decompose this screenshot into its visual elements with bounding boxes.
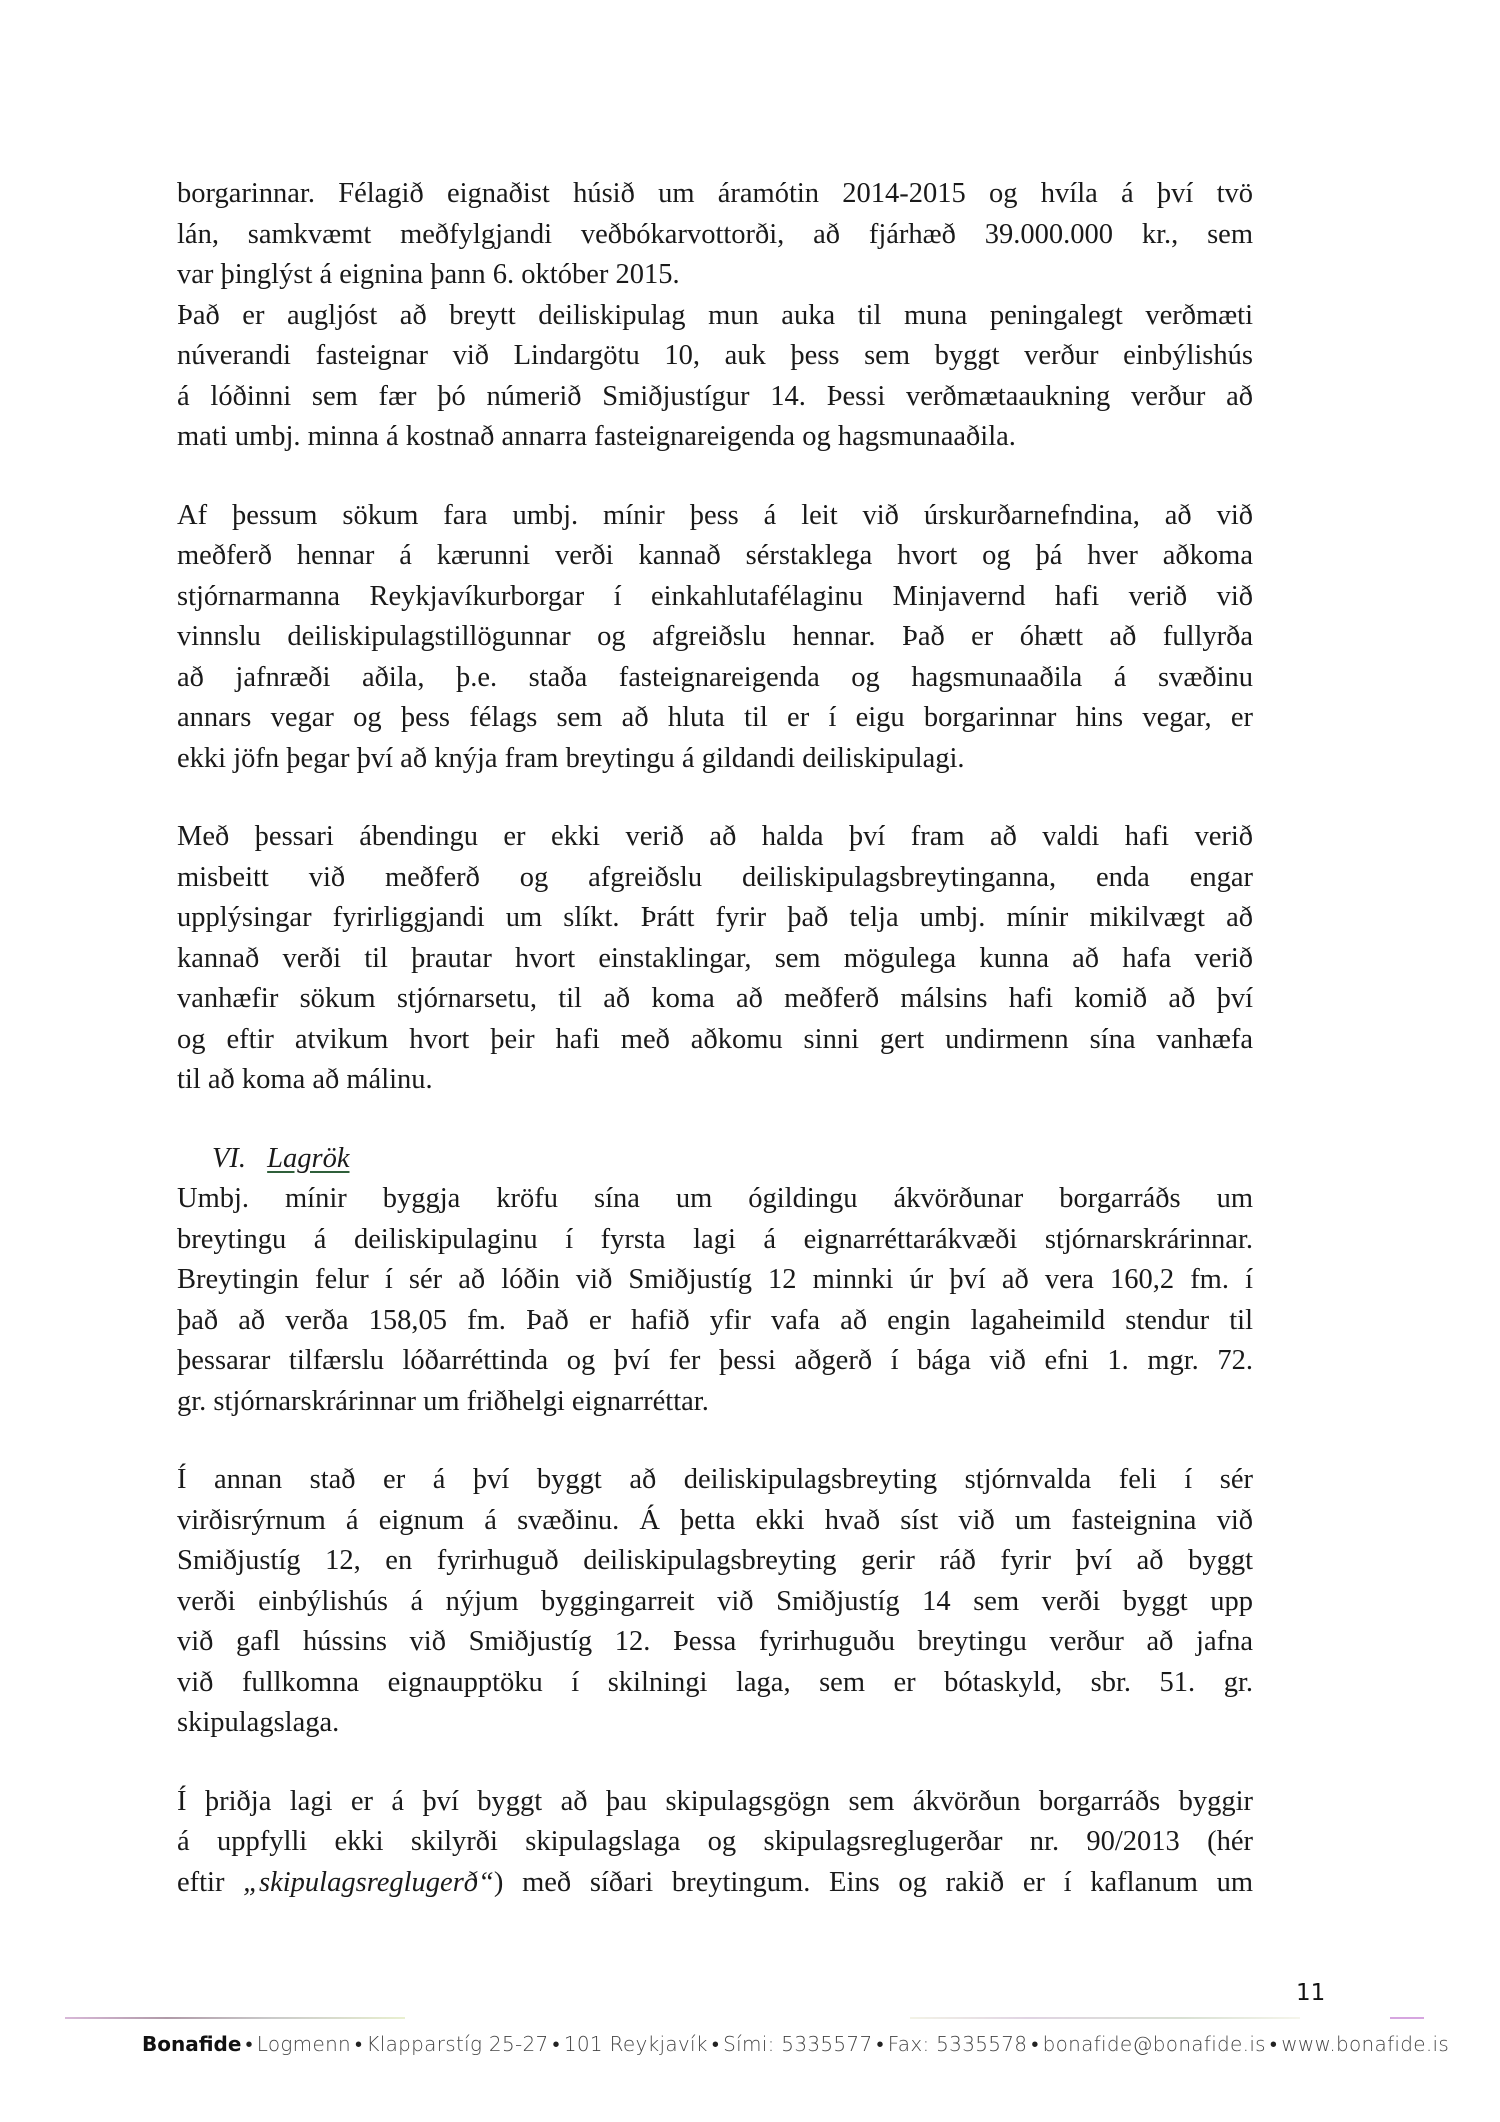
text-line: lán, samkvæmt meðfylgjandi veðbókarvottorði, að fjárhæð 39.000.000 kr., sem bbox=[177, 218, 1253, 250]
paragraph-no-abuse-claim bbox=[177, 817, 1253, 1101]
bullet-separator-icon: • bbox=[355, 2032, 363, 2056]
paragraph-property-rights bbox=[177, 1179, 1253, 1422]
text-line: verði einbýlishús á nýjum byggingarreit við Smiðjustíg 14 sem verði byggt upp bbox=[177, 1585, 1253, 1617]
paragraph-planning-documents bbox=[177, 1782, 1253, 1904]
bullet-separator-icon: • bbox=[1269, 2032, 1278, 2056]
footer-city: 101 Reykjavík bbox=[563, 2032, 708, 2056]
text-line: Með þessari ábendingu er ekki verið að halda því fram að valdi hafi verið bbox=[177, 821, 1253, 852]
text-line: við gafl hússins við Smiðjustíg 12. Þessa fyrirhuguðu breytingu verður að jafna bbox=[177, 1626, 1253, 1657]
text-line: að jafnræði aðila, þ.e. staða fasteignareigenda og hagsmunaaðila á svæðinu bbox=[177, 661, 1253, 693]
text-line: Smiðjustíg 12, en fyrirhuguð deiliskipulagsbreyting gerir ráð fyrir því að byggt bbox=[177, 1545, 1253, 1576]
text-line: Breytingin felur í sér að lóðin við Smiðjustíg 12 minnki úr því að vera 160,2 fm. í bbox=[177, 1264, 1253, 1295]
text-line: meðferð hennar á kærunni verði kannað sérstaklega hvort og þá hver aðkoma bbox=[177, 540, 1253, 571]
bullet-separator-icon: • bbox=[245, 2032, 253, 2056]
text-line bbox=[177, 1863, 1253, 1904]
text-line: og eftir atvikum hvort þeir hafi með aðkomu sinni gert undirmenn sína vanhæfa bbox=[177, 1023, 1253, 1055]
text-line: Það er augljóst að breytt deiliskipulag mun auka til muna peningalegt verðmæti bbox=[177, 299, 1253, 331]
paragraph-value-reduction bbox=[177, 1460, 1253, 1744]
text-fragment: ) með síðari breytingum. Eins og rakið er í kaflanum um bbox=[493, 1866, 1254, 1898]
bullet-separator-icon: • bbox=[1031, 2032, 1039, 2056]
text-line: til að koma að málinu. bbox=[177, 1064, 433, 1095]
text-line: þessarar tilfærslu lóðarréttinda og því fer þessi aðgerð í bága við efni 1. mgr. 72. bbox=[177, 1345, 1253, 1376]
page-number: 11 bbox=[1296, 1980, 1326, 2006]
section-heading bbox=[177, 1139, 1253, 1180]
bullet-separator-icon: • bbox=[876, 2032, 884, 2056]
paragraph-request-investigation bbox=[177, 496, 1253, 780]
text-line: borgarinnar. Félagið eignaðist húsið um áramótin 2014-2015 og hvíla á því tvö bbox=[177, 178, 1253, 209]
bullet-separator-icon: • bbox=[711, 2032, 720, 2056]
letterhead-footer bbox=[142, 2032, 1450, 2057]
text-line: núverandi fasteignar við Lindargötu 10, auk þess sem byggt verður einbýlishús bbox=[177, 340, 1253, 371]
text-line: virðisrýrnum á eignum á svæðinu. Á þetta ekki hvað síst við um fasteignina við bbox=[177, 1504, 1253, 1536]
footer-brand: Bonafide bbox=[142, 2032, 242, 2056]
footer-website: www.bonafide.is bbox=[1281, 2032, 1450, 2056]
bullet-separator-icon: • bbox=[552, 2032, 560, 2056]
section-title: Lagrök bbox=[267, 1142, 350, 1174]
text-line: stjórnarmanna Reykjavíkurborgar í einkahlutafélaginu Minjavernd hafi verið við bbox=[177, 580, 1253, 612]
section-number: VI. bbox=[212, 1142, 247, 1174]
footer-fax: Fax: 5335578 bbox=[887, 2032, 1028, 2056]
text-line: vinnslu deiliskipulagstillögunnar og afgreiðslu hennar. Það er óhætt að fullyrða bbox=[177, 621, 1253, 652]
footer-phone: Sími: 5335577 bbox=[723, 2032, 873, 2056]
paragraph-ownership-loans bbox=[177, 174, 1253, 296]
text-line: skipulagslaga. bbox=[177, 1707, 340, 1738]
text-line: ekki jöfn þegar því að knýja fram breytingu á gildandi deiliskipulagi. bbox=[177, 742, 965, 774]
text-line: á lóðinni sem fær þó númerið Smiðjustígur 14. Þessi verðmætaaukning verður að bbox=[177, 380, 1253, 412]
text-line: á uppfylli ekki skilyrði skipulagslaga og skipulagsreglugerðar nr. 90/2013 (hér bbox=[177, 1826, 1253, 1857]
text-line: misbeitt við meðferð og afgreiðslu deiliskipulagsbreytinganna, enda engar bbox=[177, 861, 1253, 893]
footer-address: Klapparstíg 25-27 bbox=[366, 2032, 549, 2056]
text-line: við fullkomna eignaupptöku í skilningi laga, sem er bótaskyld, sbr. 51. gr. bbox=[177, 1666, 1253, 1698]
text-line: upplýsingar fyrirliggjandi um slíkt. Þrátt fyrir það telja umbj. mínir mikilvægt að bbox=[177, 902, 1253, 933]
text-line: kannað verði til þrautar hvort einstaklingar, sem mögulega kunna að hafa verið bbox=[177, 942, 1253, 974]
text-line: gr. stjórnarskrárinnar um friðhelgi eignarréttar. bbox=[177, 1385, 709, 1417]
document-body bbox=[177, 174, 1253, 1903]
defined-term: „skipulagsreglugerð“ bbox=[243, 1866, 494, 1898]
text-line: Af þessum sökum fara umbj. mínir þess á leit við úrskurðarnefndina, að við bbox=[177, 499, 1253, 531]
footer-rule bbox=[65, 2017, 405, 2019]
footer-rule bbox=[910, 2017, 1300, 2019]
footer-email: bonafide@bonafide.is bbox=[1042, 2032, 1266, 2056]
text-line: breytingu á deiliskipulaginu í fyrsta lagi á eignarréttarákvæði stjórnarskrárinnar. bbox=[177, 1223, 1253, 1255]
paragraph-value-increase bbox=[177, 296, 1253, 458]
footer-rule bbox=[1390, 2017, 1424, 2019]
text-line: vanhæfir sökum stjórnarsetu, til að koma að meðferð málsins hafi komið að því bbox=[177, 983, 1253, 1014]
text-line: annars vegar og þess félags sem að hluta til er í eigu borgarinnar hins vegar, er bbox=[177, 702, 1253, 733]
text-line: Í þriðja lagi er á því byggt að þau skipulagsgögn sem ákvörðun borgarráðs byggir bbox=[177, 1785, 1253, 1817]
text-fragment: eftir bbox=[177, 1866, 244, 1898]
text-line: var þinglýst á eignina þann 6. október 2015. bbox=[177, 259, 680, 290]
text-line: Í annan stað er á því byggt að deiliskipulagsbreyting stjórnvalda feli í sér bbox=[177, 1464, 1253, 1495]
text-line: Umbj. mínir byggja kröfu sína um ógildingu ákvörðunar borgarráðs um bbox=[177, 1183, 1253, 1214]
footer-firm-type: Logmenn bbox=[256, 2032, 352, 2056]
text-line: það að verða 158,05 fm. Það er hafið yfir vafa að engin lagaheimild stendur til bbox=[177, 1304, 1253, 1336]
text-line: mati umbj. minna á kostnað annarra fasteignareigenda og hagsmunaaðila. bbox=[177, 421, 1016, 452]
